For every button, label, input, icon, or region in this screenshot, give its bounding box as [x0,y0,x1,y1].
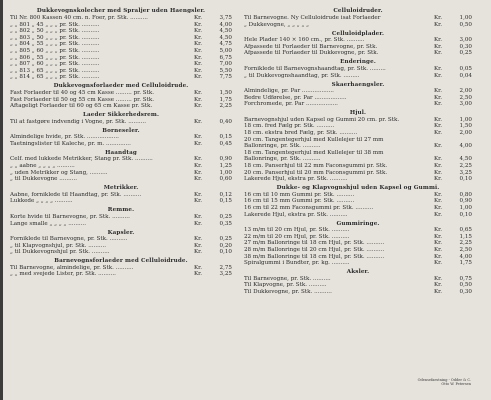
section-heading: Celluloidplader. [331,30,385,37]
item-description: „ „ 802 „ 50 „ „ „ pr. Stk. .......... [10,28,100,35]
currency-label: Kr. [434,143,443,150]
currency-label: Kr. [194,61,203,68]
item-price: 1,00 [459,204,472,211]
item-description: „ uden Metrikker og Stang, .......... [10,169,108,176]
item-description: 18 cm. Panserhjul til 22 mm Faconsgummi pr. Stk. [244,163,388,170]
item-price: 3,00 [459,37,472,44]
item-price: 2,00 [459,130,472,137]
price-row [10,74,232,81]
section-heading: Gummiringe. [336,220,380,227]
item-description: Til Barnevogne, pr. Stk. .......... [244,275,331,282]
section-heading: Enderinge. [340,59,376,66]
item-description: 38 m/m Ballonringe til 18 cm Hjul, pr. Stk. .......... [244,253,385,260]
currency-label: Kr. [194,34,203,41]
item-price: 0,90 [219,156,232,163]
currency-label: Kr. [434,176,443,183]
price-row [244,234,472,241]
currency-label: Kr. [194,213,203,220]
price-row [244,137,472,144]
item-description: Til Nr. 800 Kassen 40 cm. n. Foer, pr. Stk. .......... [10,14,148,21]
currency-label: Kr. [434,163,443,170]
section-heading: Metrikker. [103,185,139,192]
currency-label: Kr. [434,37,443,44]
price-section [244,269,472,295]
currency-label: Kr. [434,72,443,79]
price-row [10,68,232,75]
currency-label: Kr. [434,204,443,211]
currency-label: Kr. [194,89,203,96]
currency-label: Kr. [194,134,203,141]
item-description: 28 m/m Ballonringe til 20 cm Hjul, pr. Stk. .......... [244,246,385,253]
section-heading: Kapsler. [107,229,135,236]
item-price: 2,50 [459,246,472,253]
item-description: „ til Dukkevogne .......... [10,176,78,183]
currency-label: Kr. [194,41,203,48]
item-description: 27 m/m Ballonringe til 18 cm Hjul, pr. Stk. .......... [244,240,385,247]
item-price: 3,25 [459,169,472,176]
price-section [244,110,472,183]
section-heading: Remme. [107,207,135,214]
price-row [244,260,472,267]
item-description: Spiralgummi i Bundter, pr. kg. .......... [244,260,350,267]
price-section [10,185,232,205]
price-row [10,119,232,126]
price-row [244,123,472,130]
item-price: 0,65 [459,227,472,234]
item-description: Lakerede Hjul, ekstra pr. Stk. .......... [244,176,348,183]
currency-label: Kr. [194,21,203,28]
currency-label: Kr. [434,88,443,95]
item-price: 0,40 [219,118,232,125]
price-row [244,15,472,22]
item-price: 0,10 [459,176,472,183]
item-description: „ „ 807 „ 60 „ „ „ pr. Stk. .......... [10,61,100,68]
item-description: „ „ aabne „ „ „ „ .......... [10,163,75,170]
item-description: „ til Klapvognshjul, pr. Stk. .......... [10,242,107,249]
item-price: 2,75 [219,264,232,271]
currency-label: Kr. [434,275,443,282]
price-row [244,95,472,102]
currency-label: Kr. [194,169,203,176]
item-price: 4,00 [459,143,472,150]
item-price: 0,35 [219,220,232,227]
item-price: 0,10 [459,211,472,218]
price-row [244,44,472,51]
price-row [244,170,472,177]
item-price: 0,15 [219,134,232,141]
item-price: 1,15 [459,233,472,240]
item-description: „ til Dukkevognshaandtag, pr. Stk. ......... [244,72,360,79]
currency-label: Kr. [434,21,443,28]
item-price: 0,50 [459,282,472,289]
item-price: 1,00 [219,169,232,176]
item-description: Lukkede „ „ „ „ .......... [10,198,73,205]
price-row [244,254,472,261]
item-description: „ „ 813 „ 65 „ „ „ pr. Stk. .......... [10,67,100,74]
item-price: 0,04 [459,72,472,79]
price-section [244,221,472,267]
price-row [10,22,232,29]
price-row [244,212,472,219]
price-row [10,236,232,243]
price-row [244,289,472,296]
price-section [10,8,232,81]
currency-label: Kr. [194,198,203,205]
item-price: 0,20 [219,242,232,249]
item-price: 2,25 [459,163,472,170]
section-heading: Dukkevognsforlaeder med Celluloidrude. [53,83,189,90]
item-price: 7,75 [219,74,232,81]
item-description: 18 cm. Tangentegerhjul med Kullelejer til 38 mm [244,149,384,156]
currency-label: Kr. [194,236,203,243]
item-description: „ Dukkevogne, „ „ „ „ „ [244,21,310,28]
price-row [244,150,472,157]
currency-label: Kr. [194,47,203,54]
price-row [244,66,472,73]
item-price: 3,00 [459,101,472,108]
currency-label: Kr. [194,264,203,271]
price-section [244,31,472,57]
currency-label: Kr. [194,156,203,163]
item-price: 3,75 [219,14,232,21]
price-row [10,156,232,163]
item-description: Til Barnevogne. Ny Celluloidrude isat Forlaeder [244,14,381,21]
item-price: 1,75 [219,96,232,103]
price-row [244,156,472,163]
item-price: 0,60 [219,176,232,183]
item-description: Afpassede til Forlaeder til Dukkevogne, pr. Stk. [244,50,379,57]
item-description: Til Barnevogne, almindelige, pr. Stk. .......... [10,264,134,271]
price-section [10,83,232,109]
item-description: Bedre Udførelse, pr. Par .................. [244,94,347,101]
currency-label: Kr. [434,116,443,123]
item-price: 1,75 [459,260,472,267]
price-row [244,37,472,44]
item-description: „ „ 806 „ 55 „ „ „ pr. Stk. .......... [10,54,100,61]
item-price: 4,75 [219,41,232,48]
item-price: 1,50 [459,123,472,130]
item-description: Forniklede til Barnevogne, pr. Stk. .......... [10,236,128,243]
price-row [10,249,232,256]
item-price: 2,25 [459,240,472,247]
price-row [10,15,232,22]
price-row [244,227,472,234]
price-row [244,50,472,57]
item-description: Til at fastgøre indvendig i Vogne, pr. Stk. .......... [10,118,146,125]
item-description: Almindelige hvide, pr. Stk. .................. [10,134,119,141]
right-price-column [244,6,472,295]
currency-label: Kr. [434,233,443,240]
item-description: Fast Forlaeder til 40 og 45 cm Kasse ......... pr. Stk. [10,89,155,96]
item-price: 0,80 [459,191,472,198]
price-row [10,103,232,110]
item-description: Korte hvide til Barnevogne, pr. Stk. .......... [10,213,130,220]
currency-label: Kr. [434,227,443,234]
item-price: 5,50 [219,67,232,74]
section-heading: Skaerhaengsler. [331,81,385,88]
price-row [244,117,472,124]
price-row [244,282,472,289]
item-description: Forchromede, pr. Par .................. [244,101,338,108]
price-row [10,271,232,278]
item-price: 0,75 [459,275,472,282]
item-description: 16 cm til 10 mm Gummi pr. Stk. .......... [244,191,355,198]
currency-label: Kr. [434,240,443,247]
currency-label: Kr. [434,282,443,289]
item-description: Fast Forlaeder til 50 og 55 cm Kasse ......... pr. Stk. [10,96,155,103]
price-row [244,143,472,150]
price-row [10,97,232,104]
item-price: 0,15 [219,198,232,205]
price-row [244,101,472,108]
currency-label: Kr. [434,246,443,253]
item-description: 18 cm. fred Fælg pr. Stk. .......... [244,123,335,130]
currency-label: Kr. [434,123,443,130]
printer-imprint [418,378,471,386]
price-row [10,55,232,62]
currency-label: Kr. [194,67,203,74]
currency-label: Kr. [194,54,203,61]
item-price: 5,00 [219,47,232,54]
item-price: 0,50 [459,21,472,28]
item-description: Taetningslister til Kaleche, pr. m. .............. [10,140,131,147]
item-price: 2,00 [459,88,472,95]
item-description: Hele Plader 140 × 160 cm., pr. Stk. .......... [244,37,365,44]
price-section [244,8,472,28]
price-row [10,265,232,272]
price-row [10,221,232,228]
item-description: 16 cm til 15 mm Gummi pr. Stk. .......... [244,198,355,205]
currency-label: Kr. [194,176,203,183]
item-description: 13 m/m til 20 cm Hjul, pr. Stk. .......... [244,227,350,234]
item-description: „ til Dukkevognshjul pr. Stk. .......... [10,249,110,256]
item-description: 20 cm. Panserhjul til 20 mm Faconsgummi pr. Stk. [244,169,388,176]
section-heading: Aksler. [346,269,370,276]
item-price: 4,50 [219,34,232,41]
item-description: „ „ 801 „ 45 „ „ „ pr. Stk. .......... [10,21,100,28]
currency-label: Kr. [434,211,443,218]
item-price: 4,00 [459,253,472,260]
item-description: Aftageligt Forlaeder til 60 og 65 cm Kasse pr. Stk. [10,103,153,110]
price-section [10,112,232,125]
item-price: 2,25 [219,103,232,110]
currency-label: Kr. [194,28,203,35]
item-price: 4,50 [219,28,232,35]
currency-label: Kr. [194,14,203,21]
price-row [244,198,472,205]
price-row [10,90,232,97]
item-price: 1,25 [219,163,232,170]
item-price: 0,25 [459,50,472,57]
printer-line-1: Odensefaestning - Odder & C. [417,378,471,382]
price-row [10,134,232,141]
currency-label: Kr. [194,96,203,103]
currency-label: Kr. [434,130,443,137]
currency-label: Kr. [434,65,443,72]
item-description: Lange smalle „ „ „ „ .......... [10,220,86,227]
item-price: 3,25 [219,271,232,278]
item-price: 0,30 [459,43,472,50]
currency-label: Kr. [194,118,203,125]
item-description: Lakerede Hjul, ekstra pr. Stk. .......... [244,211,348,218]
section-heading: Dukkevognskolecher med Spraljer uden Haengsler. [36,8,206,15]
price-row [244,247,472,254]
currency-label: Kr. [194,191,203,198]
section-heading: Borneseler. [102,127,140,134]
item-price: 1,00 [459,14,472,21]
price-row [10,192,232,199]
currency-label: Kr. [194,249,203,256]
item-price: 0,12 [219,191,232,198]
currency-label: Kr. [434,198,443,205]
item-price: 0,05 [459,65,472,72]
price-row [244,163,472,170]
price-section [244,185,472,218]
price-section [10,150,232,183]
item-price: 1,50 [219,89,232,96]
currency-label: Kr. [194,163,203,170]
price-row [10,35,232,42]
price-row [244,73,472,80]
price-section [10,128,232,148]
item-description: „ „ 814 „ 65 „ „ „ pr. Stk. .......... [10,74,100,81]
item-description: Ballonringe, pr. Stk. .......... [244,143,321,150]
price-row [10,214,232,221]
section-heading: Dukke- og Klapvognshjul uden Kapsel og Gummi. [276,185,440,192]
currency-label: Kr. [434,94,443,101]
price-row [244,205,472,212]
item-price: 0,90 [459,198,472,205]
currency-label: Kr. [434,43,443,50]
printer-line-2: Otto W. Petersen [441,382,471,386]
currency-label: Kr. [194,271,203,278]
currency-label: Kr. [194,103,203,110]
currency-label: Kr. [434,156,443,163]
section-heading: Barnevognsforlaeder med Celluloidrude. [54,258,188,265]
currency-label: Kr. [434,253,443,260]
price-row [10,198,232,205]
section-heading: Celluloidruder. [333,8,383,15]
price-section [244,82,472,108]
price-section [10,207,232,227]
price-row [10,41,232,48]
currency-label: Kr. [194,140,203,147]
item-description: Afpassede til Forlaeder til Barnevogne, pr. Stk. [244,43,378,50]
item-description: 16 cm til 22 mm Faconsgummi pr. Stk. .......... [244,204,374,211]
currency-label: Kr. [434,260,443,267]
price-row [244,88,472,95]
item-description: Ballonringe, pr. Stk. .......... [244,156,321,163]
price-row [10,243,232,250]
currency-label: Kr. [434,101,443,108]
price-row [244,176,472,183]
item-price: 0,45 [219,140,232,147]
price-row [244,22,472,29]
item-description: Aabne, forniklede til Haandtag, pr. Stk. .......... [10,191,142,198]
price-section [244,59,472,79]
item-price: 7,00 [219,61,232,68]
price-row [10,48,232,55]
item-description: „ „ 804 „ 55 „ „ „ pr. Stk. .......... [10,41,100,48]
item-price: 0,10 [219,249,232,256]
currency-label: Kr. [194,74,203,81]
price-section [10,230,232,256]
item-price: 0,25 [219,236,232,243]
currency-label: Kr. [434,288,443,295]
currency-label: Kr. [194,242,203,249]
item-price: 4,50 [459,156,472,163]
price-row [10,170,232,177]
item-description: Til Dukkevogne, pr. Stk. .......... [244,288,332,295]
price-row [10,28,232,35]
currency-label: Kr. [434,14,443,21]
item-price: 0,30 [459,288,472,295]
currency-label: Kr. [434,191,443,198]
item-price: 6,75 [219,54,232,61]
item-description: 18 cm. ekstra bred Fælg, pr. Stk. .......... [244,130,358,137]
item-price: 0,25 [219,213,232,220]
item-price: 2,50 [459,94,472,101]
price-row [10,61,232,68]
section-heading: Hjul. [349,110,367,117]
section-heading: Haandtag [105,149,137,156]
item-description: Celf. med lukkede Metrikker, Stang pr. Stk. .......... [10,156,153,163]
item-description: Almindelige, pr. Par .................. [244,88,334,95]
price-row [244,192,472,199]
currency-label: Kr. [194,220,203,227]
currency-label: Kr. [434,169,443,176]
price-row [244,276,472,283]
item-description: „ „ 805 „ 60 „ „ „ pr. Stk. .......... [10,47,100,54]
item-description: Til Klapvogne, pr. Stk. .......... [244,282,327,289]
item-description: „ „ 803 „ 50 „ „ „ pr. Stk. .......... [10,34,100,41]
price-row [10,176,232,183]
item-description: Barnevognshjul uden Kapsel og Gummi 20 cm. pr. Stk. [244,116,400,123]
item-description: 20 cm. Tangentegerhjul med Kullelejer til 27 mm [244,136,384,143]
price-row [10,141,232,148]
item-description: „ „ med svejede Lister, pr. Stk. .......... [10,271,116,278]
currency-label: Kr. [434,50,443,57]
price-section [10,258,232,278]
item-description: Forniklede til Barnevognshaandtag, pr. Stk. ......... [244,65,386,72]
item-description: 22 m/m til 20 cm Hjul, pr. Stk. .......... [244,233,350,240]
price-row [10,163,232,170]
price-row [244,130,472,137]
item-price: 4,00 [219,21,232,28]
item-price: 1,00 [459,116,472,123]
price-row [244,240,472,247]
left-price-column [10,6,232,278]
section-heading: Laeder Sikkerhedsrem. [82,112,160,119]
